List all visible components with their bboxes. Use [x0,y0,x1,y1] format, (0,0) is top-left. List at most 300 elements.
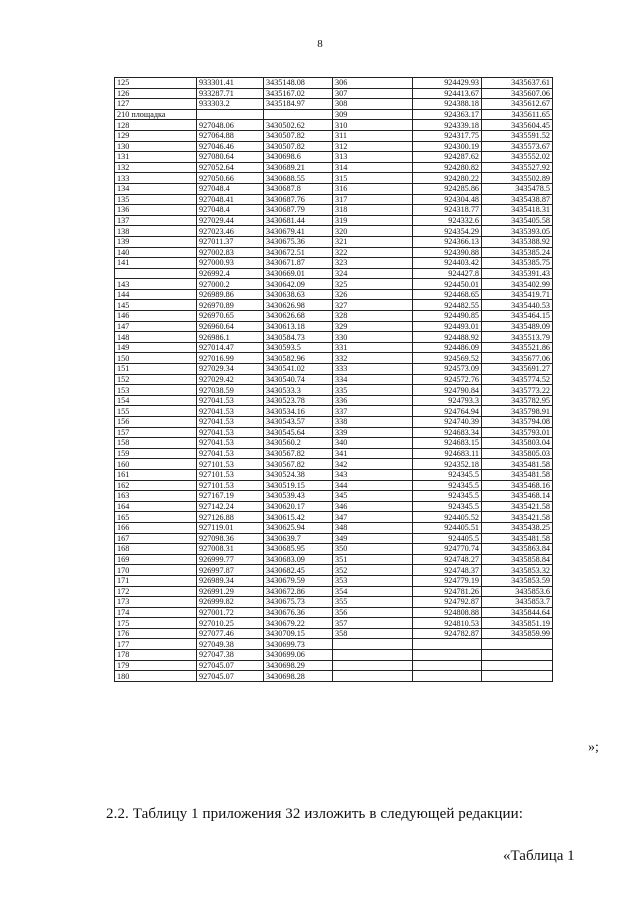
x-coordinate-left: 927041.53 [197,448,264,459]
y-coordinate-right [482,639,553,650]
x-coordinate-right: 924413.67 [413,88,482,99]
y-coordinate-right: 3435805.03 [482,448,553,459]
y-coordinate-right: 3435611.65 [482,109,553,120]
table-row [115,427,553,438]
table-row [115,628,553,639]
y-coordinate-right: 3435607.06 [482,88,553,99]
point-number-left: 168 [115,544,197,555]
table-row [115,575,553,586]
y-coordinate-left: 3430533.3 [264,385,333,396]
table-row [115,512,553,523]
point-number-right: 311 [333,130,413,141]
y-coordinate-left: 3430671.87 [264,258,333,269]
x-coordinate-left: 926989.34 [197,575,264,586]
y-coordinate-right: 3435798.91 [482,406,553,417]
table-row [115,183,553,194]
x-coordinate-right: 924366.13 [413,236,482,247]
point-number-right [333,639,413,650]
y-coordinate-left: 3430699.06 [264,650,333,661]
table-row [115,236,553,247]
point-number-left: 175 [115,618,197,629]
y-coordinate-right: 3435773.22 [482,385,553,396]
x-coordinate-right: 924779.19 [413,575,482,586]
table-row [115,480,553,491]
table-row [115,533,553,544]
x-coordinate-left: 927048.41 [197,194,264,205]
y-coordinate-left: 3430681.44 [264,215,333,226]
y-coordinate-right: 3435552.02 [482,152,553,163]
y-coordinate-right: 3435851.19 [482,618,553,629]
point-number-right: 346 [333,501,413,512]
x-coordinate-right: 924280.22 [413,173,482,184]
x-coordinate-right: 924468.65 [413,289,482,300]
x-coordinate-right: 924569.52 [413,353,482,364]
point-number-left: 166 [115,522,197,533]
x-coordinate-left: 927046.46 [197,141,264,152]
y-coordinate-left: 3430698.6 [264,152,333,163]
table-row [115,438,553,449]
x-coordinate-right: 924770.74 [413,544,482,555]
point-number-right: 353 [333,575,413,586]
table-row [115,88,553,99]
point-number-right: 322 [333,247,413,258]
point-number-right: 328 [333,311,413,322]
y-coordinate-left: 3430615.42 [264,512,333,523]
point-number-left: 150 [115,353,197,364]
x-coordinate-left: 926960.64 [197,321,264,332]
x-coordinate-left: 927014.47 [197,342,264,353]
x-coordinate-right: 924300.19 [413,141,482,152]
x-coordinate-left: 926970.89 [197,300,264,311]
x-coordinate-left: 927016.99 [197,353,264,364]
y-coordinate-left: 3430620.17 [264,501,333,512]
y-coordinate-right: 3435859.99 [482,628,553,639]
point-number-left: 172 [115,586,197,597]
point-number-left: 157 [115,427,197,438]
point-number-left: 151 [115,364,197,375]
point-number-left: 126 [115,88,197,99]
y-coordinate-left: 3430502.62 [264,120,333,131]
y-coordinate-left: 3430669.01 [264,268,333,279]
x-coordinate-right: 924740.39 [413,417,482,428]
table-row [115,258,553,269]
y-coordinate-left: 3430626.68 [264,311,333,322]
point-number-right: 342 [333,459,413,470]
y-coordinate-right: 3435573.67 [482,141,553,152]
y-coordinate-right: 3435853.32 [482,565,553,576]
point-number-left: 170 [115,565,197,576]
y-coordinate-left: 3430524.38 [264,469,333,480]
point-number-left: 149 [115,342,197,353]
table-row [115,321,553,332]
point-number-right: 314 [333,162,413,173]
y-coordinate-right: 3435521.86 [482,342,553,353]
point-number-right: 313 [333,152,413,163]
y-coordinate-left: 3430675.73 [264,597,333,608]
table-caption: «Таблица 1 [503,848,575,864]
point-number-right [333,650,413,661]
y-coordinate-left: 3430582.96 [264,353,333,364]
point-number-right: 354 [333,586,413,597]
y-coordinate-left: 3430698.29 [264,660,333,671]
table-row [115,618,553,629]
y-coordinate-left: 3435184.97 [264,99,333,110]
y-coordinate-left: 3430679.59 [264,575,333,586]
point-number-right: 338 [333,417,413,428]
x-coordinate-left: 927001.72 [197,607,264,618]
x-coordinate-left: 927064.88 [197,130,264,141]
table-row [115,162,553,173]
point-number-right: 339 [333,427,413,438]
table-row [115,300,553,311]
x-coordinate-right: 924427.8 [413,268,482,279]
table-row [115,544,553,555]
point-number-right: 321 [333,236,413,247]
y-coordinate-right: 3435468.14 [482,491,553,502]
point-number-left: 167 [115,533,197,544]
point-number-right: 323 [333,258,413,269]
x-coordinate-left: 927045.07 [197,671,264,682]
x-coordinate-right: 924287.62 [413,152,482,163]
y-coordinate-right: 3435478.5 [482,183,553,194]
x-coordinate-right: 924792.87 [413,597,482,608]
point-number-right: 341 [333,448,413,459]
point-number-left: 169 [115,554,197,565]
point-number-left: 155 [115,406,197,417]
y-coordinate-left: 3430672.51 [264,247,333,258]
point-number-right: 319 [333,215,413,226]
point-number-left: 132 [115,162,197,173]
x-coordinate-left: 927029.44 [197,215,264,226]
point-number-right: 333 [333,364,413,375]
table-row [115,109,553,120]
x-coordinate-left: 927010.25 [197,618,264,629]
y-coordinate-right: 3435604.45 [482,120,553,131]
y-coordinate-right: 3435438.87 [482,194,553,205]
x-coordinate-right: 924317.75 [413,130,482,141]
x-coordinate-left: 926991.29 [197,586,264,597]
x-coordinate-left: 927000.93 [197,258,264,269]
x-coordinate-left: 926992.4 [197,268,264,279]
y-coordinate-right: 3435794.08 [482,417,553,428]
y-coordinate-left: 3430539.43 [264,491,333,502]
point-number-left: 154 [115,395,197,406]
x-coordinate-right: 924810.53 [413,618,482,629]
y-coordinate-right: 3435402.99 [482,279,553,290]
x-coordinate-left: 927098.36 [197,533,264,544]
x-coordinate-right [413,639,482,650]
x-coordinate-right: 924429.93 [413,78,482,89]
point-number-right: 336 [333,395,413,406]
x-coordinate-left: 927167.19 [197,491,264,502]
x-coordinate-left: 927038.59 [197,385,264,396]
point-number-right: 324 [333,268,413,279]
table-row [115,279,553,290]
y-coordinate-left: 3430523.78 [264,395,333,406]
table-row [115,671,553,682]
point-number-left: 147 [115,321,197,332]
point-number-left: 138 [115,226,197,237]
point-number-right: 343 [333,469,413,480]
point-number-left: 136 [115,205,197,216]
y-coordinate-right: 3435385.75 [482,258,553,269]
x-coordinate-left: 927002.83 [197,247,264,258]
x-coordinate-left: 927041.53 [197,395,264,406]
y-coordinate-left: 3430682.45 [264,565,333,576]
point-number-right: 335 [333,385,413,396]
table-row [115,364,553,375]
x-coordinate-right: 924793.3 [413,395,482,406]
y-coordinate-left: 3430689.21 [264,162,333,173]
y-coordinate-left: 3430519.15 [264,480,333,491]
point-number-right: 357 [333,618,413,629]
x-coordinate-left: 926997.87 [197,565,264,576]
y-coordinate-left: 3430543.57 [264,417,333,428]
point-number-right: 309 [333,109,413,120]
point-number-right: 310 [333,120,413,131]
x-coordinate-right: 924748.37 [413,565,482,576]
y-coordinate-left: 3430676.36 [264,607,333,618]
table-row [115,247,553,258]
y-coordinate-left: 3430687.79 [264,205,333,216]
page-number: 8 [317,38,323,50]
point-number-right: 348 [333,522,413,533]
point-number-right: 306 [333,78,413,89]
y-coordinate-left: 3430534.16 [264,406,333,417]
point-number-right: 332 [333,353,413,364]
point-number-left: 133 [115,173,197,184]
y-coordinate-right: 3435464.15 [482,311,553,322]
point-number-left: 152 [115,374,197,385]
x-coordinate-left: 933287.71 [197,88,264,99]
table-row [115,342,553,353]
x-coordinate-left: 927050.66 [197,173,264,184]
x-coordinate-left: 927142.24 [197,501,264,512]
point-number-right: 320 [333,226,413,237]
point-number-left: 162 [115,480,197,491]
point-number-left: 165 [115,512,197,523]
y-coordinate-right: 3435385.24 [482,247,553,258]
table-row [115,130,553,141]
y-coordinate-left: 3430683.09 [264,554,333,565]
y-coordinate-right: 3435853.6 [482,586,553,597]
point-number-left: 156 [115,417,197,428]
x-coordinate-left: 927041.53 [197,427,264,438]
y-coordinate-left: 3430642.09 [264,279,333,290]
y-coordinate-left: 3430626.98 [264,300,333,311]
y-coordinate-left: 3430545.64 [264,427,333,438]
point-number-right: 308 [333,99,413,110]
table-row [115,374,553,385]
x-coordinate-left: 927041.53 [197,438,264,449]
x-coordinate-right: 924808.88 [413,607,482,618]
y-coordinate-right: 3435782.95 [482,395,553,406]
y-coordinate-right: 3435677.06 [482,353,553,364]
x-coordinate-left: 927048.06 [197,120,264,131]
y-coordinate-left: 3435148.08 [264,78,333,89]
point-number-left: 144 [115,289,197,300]
y-coordinate-left: 3435167.02 [264,88,333,99]
x-coordinate-right: 924285.86 [413,183,482,194]
point-number-right [333,671,413,682]
x-coordinate-right: 924304.48 [413,194,482,205]
x-coordinate-right: 924488.92 [413,332,482,343]
y-coordinate-left: 3430507.82 [264,141,333,152]
y-coordinate-right: 3435591.52 [482,130,553,141]
y-coordinate-left: 3430709.15 [264,628,333,639]
y-coordinate-left: 3430567.82 [264,459,333,470]
point-number-right: 330 [333,332,413,343]
table-row [115,469,553,480]
table-row [115,660,553,671]
y-coordinate-right: 3435440.53 [482,300,553,311]
point-number-left: 160 [115,459,197,470]
x-coordinate-right: 924683.11 [413,448,482,459]
y-coordinate-left: 3430679.41 [264,226,333,237]
y-coordinate-right: 3435419.71 [482,289,553,300]
y-coordinate-right: 3435853.59 [482,575,553,586]
point-number-left: 130 [115,141,197,152]
point-number-left: 135 [115,194,197,205]
point-number-right: 349 [333,533,413,544]
point-number-right: 331 [333,342,413,353]
table-row [115,554,553,565]
y-coordinate-right: 3435858.84 [482,554,553,565]
x-coordinate-left: 927048.4 [197,183,264,194]
x-coordinate-left: 927041.53 [197,417,264,428]
table-row [115,385,553,396]
x-coordinate-left: 926970.65 [197,311,264,322]
x-coordinate-right: 924345.5 [413,491,482,502]
x-coordinate-right [413,671,482,682]
x-coordinate-left: 927077.46 [197,628,264,639]
point-number-right: 355 [333,597,413,608]
y-coordinate-left: 3430699.73 [264,639,333,650]
x-coordinate-right: 924781.26 [413,586,482,597]
y-coordinate-left: 3430688.55 [264,173,333,184]
y-coordinate-right [482,671,553,682]
y-coordinate-left: 3430593.5 [264,342,333,353]
point-number-left: 210 площадка [115,109,197,120]
y-coordinate-right: 3435793.01 [482,427,553,438]
x-coordinate-left: 927000.2 [197,279,264,290]
table-row [115,565,553,576]
table-row [115,491,553,502]
point-number-left: 164 [115,501,197,512]
point-number-left: 179 [115,660,197,671]
point-number-left: 148 [115,332,197,343]
x-coordinate-left: 926986.1 [197,332,264,343]
x-coordinate-right: 924572.76 [413,374,482,385]
x-coordinate-right: 924683.15 [413,438,482,449]
table-row [115,586,553,597]
x-coordinate-left: 933303.2 [197,99,264,110]
x-coordinate-right: 924339.18 [413,120,482,131]
x-coordinate-right: 924363.17 [413,109,482,120]
y-coordinate-left: 3430540.74 [264,374,333,385]
x-coordinate-right: 924683.34 [413,427,482,438]
table-row [115,99,553,110]
table-row [115,152,553,163]
y-coordinate-right: 3435513.79 [482,332,553,343]
point-number-right: 347 [333,512,413,523]
instruction-text: 2.2. Таблицу 1 приложения 32 изложить в следующей редакции: [106,806,523,822]
point-number-right: 344 [333,480,413,491]
y-coordinate-left: 3430698.28 [264,671,333,682]
y-coordinate-left: 3430613.18 [264,321,333,332]
point-number-left: 140 [115,247,197,258]
x-coordinate-right: 924280.82 [413,162,482,173]
y-coordinate-right: 3435388.92 [482,236,553,247]
x-coordinate-right: 924352.18 [413,459,482,470]
x-coordinate-right: 924318.77 [413,205,482,216]
point-number-right: 325 [333,279,413,290]
point-number-right: 312 [333,141,413,152]
point-number-right: 337 [333,406,413,417]
point-number-right: 318 [333,205,413,216]
x-coordinate-left: 927008.31 [197,544,264,555]
y-coordinate-right: 3435853.7 [482,597,553,608]
x-coordinate-right: 924486.09 [413,342,482,353]
x-coordinate-right: 924748.27 [413,554,482,565]
x-coordinate-right: 924345.5 [413,480,482,491]
point-number-right: 317 [333,194,413,205]
table-row [115,417,553,428]
y-coordinate-left: 3430567.82 [264,448,333,459]
y-coordinate-right: 3435393.05 [482,226,553,237]
table-row [115,215,553,226]
point-number-left: 131 [115,152,197,163]
x-coordinate-right: 924482.55 [413,300,482,311]
y-coordinate-right: 3435421.58 [482,501,553,512]
point-number-right [333,660,413,671]
x-coordinate-left: 927119.01 [197,522,264,533]
x-coordinate-left: 927041.53 [197,406,264,417]
point-number-left: 178 [115,650,197,661]
coordinates-table-body [115,78,553,682]
closing-quote: »; [588,740,599,755]
table-row [115,141,553,152]
point-number-left: 128 [115,120,197,131]
point-number-left: 146 [115,311,197,322]
x-coordinate-right: 924332.6 [413,215,482,226]
x-coordinate-right: 924450.01 [413,279,482,290]
y-coordinate-right: 3435481.58 [482,459,553,470]
y-coordinate-left: 3430560.2 [264,438,333,449]
y-coordinate-right: 3435803.04 [482,438,553,449]
point-number-left: 171 [115,575,197,586]
point-number-left: 180 [115,671,197,682]
point-number-left: 125 [115,78,197,89]
table-row [115,268,553,279]
x-coordinate-right [413,660,482,671]
y-coordinate-right: 3435863.84 [482,544,553,555]
x-coordinate-right: 924764.94 [413,406,482,417]
y-coordinate-right: 3435774.52 [482,374,553,385]
table-row [115,194,553,205]
table-row [115,332,553,343]
x-coordinate-right: 924493.01 [413,321,482,332]
y-coordinate-left: 3430679.22 [264,618,333,629]
table-row [115,353,553,364]
x-coordinate-left: 926989.86 [197,289,264,300]
y-coordinate-right: 3435438.25 [482,522,553,533]
y-coordinate-right [482,660,553,671]
table-row [115,459,553,470]
point-number-left: 143 [115,279,197,290]
x-coordinate-right: 924405.51 [413,522,482,533]
y-coordinate-right: 3435481.58 [482,533,553,544]
